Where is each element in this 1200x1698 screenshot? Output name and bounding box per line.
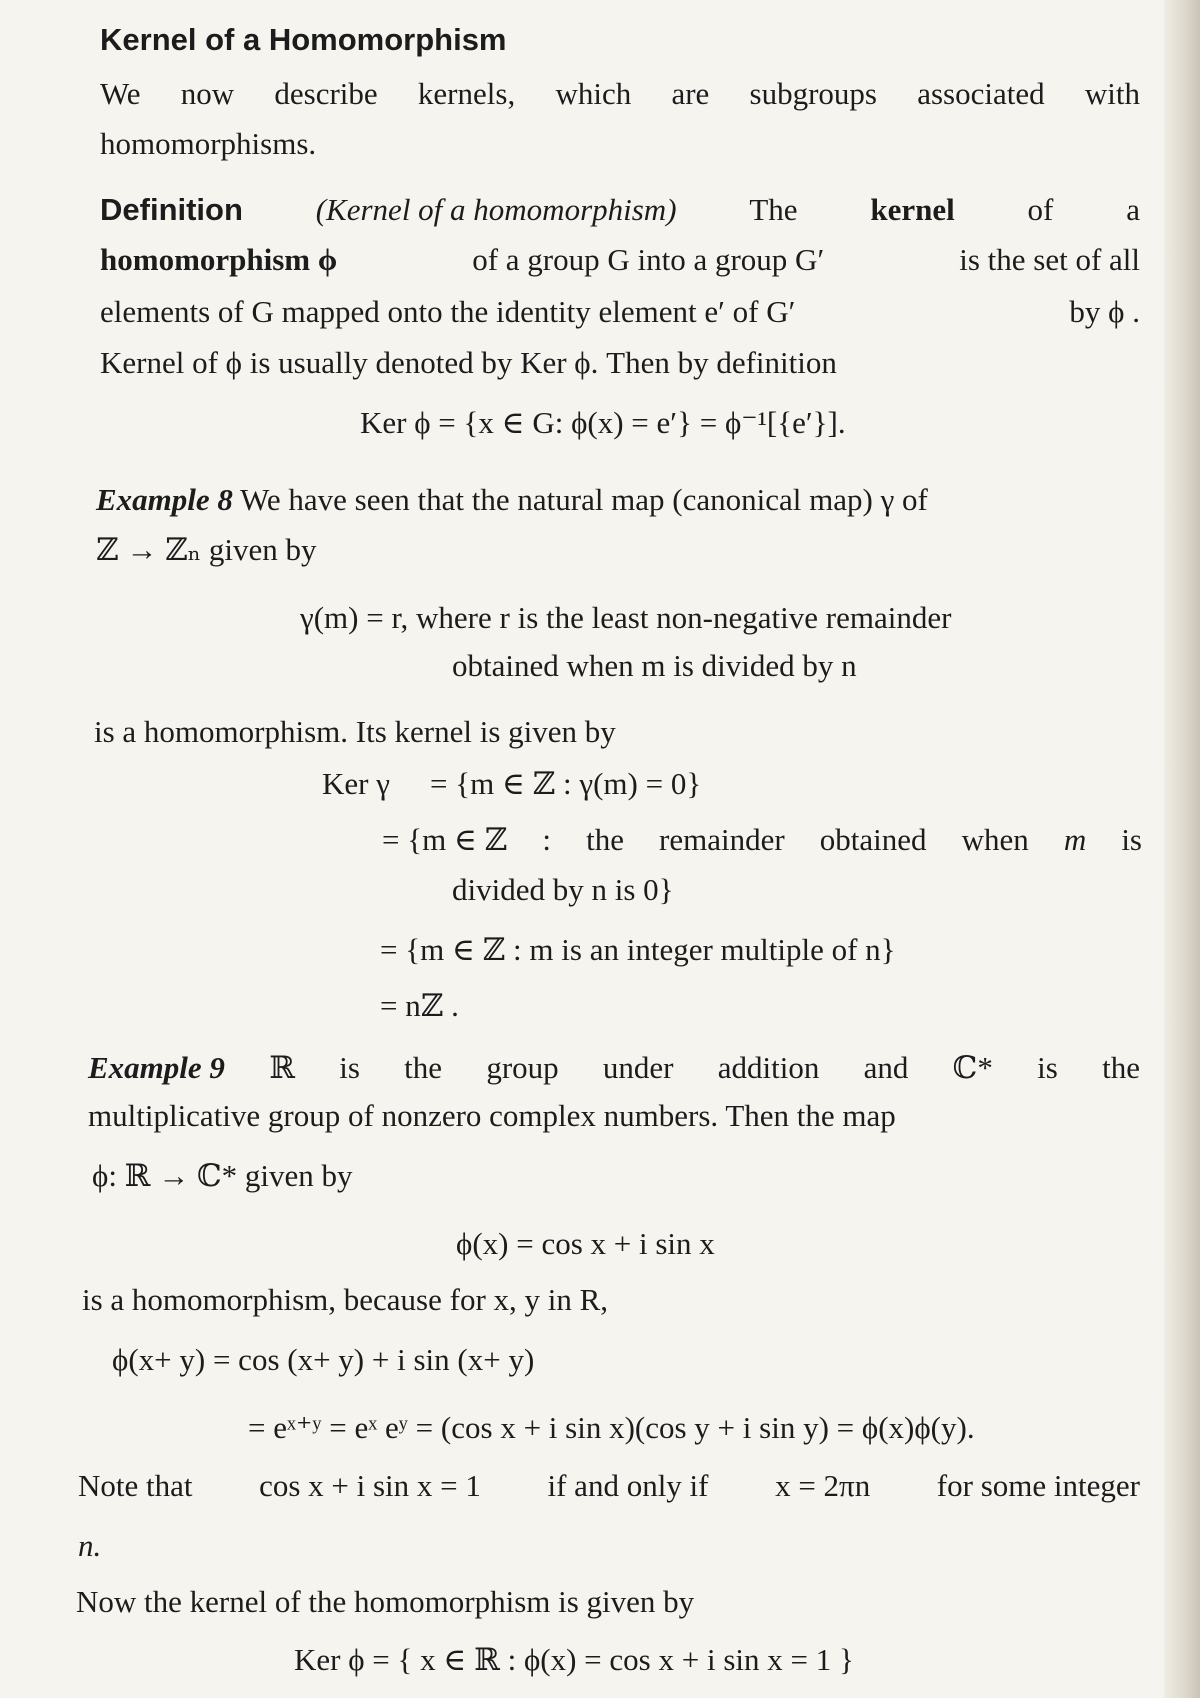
word: obtained — [819, 822, 927, 857]
calc-line-1: ϕ(x+ y) = cos (x+ y) + i sin (x+ y) — [112, 1342, 535, 1377]
ker-gamma-step-1: = {m ∈ ℤ : γ(m) = 0} — [430, 766, 702, 801]
ker-gamma-step-3: = {m ∈ ℤ : m is an integer multiple of n} — [380, 932, 896, 967]
text: : — [542, 822, 552, 857]
phi-formula: ϕ(x) = cos x + i sin x — [456, 1226, 715, 1261]
text: Note that — [78, 1468, 193, 1503]
word: the — [404, 1050, 443, 1085]
example-8-line-2: ℤ → ℤₙ given by — [96, 532, 317, 567]
text: elements of G mapped onto the identity element e′ of G′ — [100, 294, 796, 329]
calc-line-2: = eˣ⁺ʸ = eˣ eʸ = (cos x + i sin x)(cos y + i sin y) = ϕ(x)ϕ(y). — [248, 1410, 975, 1445]
example-9-line-4: is a homomorphism, because for x, y in R, — [82, 1282, 609, 1317]
example-9-line-3: ϕ: ℝ → ℂ* given by — [92, 1158, 353, 1193]
word: are — [671, 76, 710, 111]
word: ℝ — [269, 1050, 295, 1085]
word: when — [961, 822, 1029, 857]
word: is — [1037, 1050, 1058, 1085]
example-9-line-2: multiplicative group of nonzero complex numbers. Then the map — [88, 1098, 896, 1133]
text: if and only if — [547, 1468, 709, 1503]
term-kernel: kernel — [870, 192, 955, 227]
word: remainder — [659, 822, 785, 857]
word: associated — [917, 76, 1045, 111]
ker-gamma-step-2b: divided by n is 0} — [452, 872, 674, 907]
ker-gamma-step-2 — [382, 820, 1142, 860]
example-9-label: Example 9 — [88, 1050, 225, 1085]
word: kernels, — [417, 76, 516, 111]
page-edge-shadow — [1164, 0, 1200, 1698]
text: We have seen that the natural map (canonical map) γ of — [240, 482, 928, 517]
text: by ϕ . — [1069, 294, 1140, 329]
text: is the set of all — [959, 242, 1140, 277]
word: is — [1121, 822, 1142, 857]
term-homomorphism: homomorphism ϕ — [100, 242, 338, 277]
word: is — [339, 1050, 360, 1085]
map-definition-line-1: γ(m) = r, where r is the least non-negative remainder — [300, 600, 952, 635]
word: m — [1063, 822, 1087, 857]
text: = {m ∈ ℤ — [382, 822, 508, 857]
map-definition-line-2: obtained when m is divided by n — [452, 648, 857, 683]
kernel-definition-formula: Ker ϕ = {x ∈ G: ϕ(x) = e′} = ϕ⁻¹[{e′}]. — [360, 405, 846, 440]
definition-line-2 — [100, 240, 1140, 280]
word: The — [749, 192, 798, 227]
word: group — [486, 1050, 559, 1085]
word: ℂ* — [952, 1050, 993, 1085]
note-line-end — [78, 1526, 101, 1566]
math: x = 2πn — [775, 1468, 871, 1503]
text: of a group G into a group G′ — [472, 242, 825, 277]
ker-gamma-label: Ker γ — [322, 766, 390, 801]
word: describe — [274, 76, 378, 111]
definition-line-3 — [100, 292, 1140, 332]
word: the — [1102, 1050, 1140, 1085]
ker-gamma-step-4: = nℤ . — [380, 988, 459, 1023]
ker-phi-formula: Ker ϕ = { x ∈ ℝ : ϕ(x) = cos x + i sin x = 1 } — [294, 1642, 854, 1677]
example-8-label: Example 8 — [96, 482, 233, 517]
definition-title: (Kernel of a homomorphism) — [315, 192, 677, 227]
word: which — [555, 76, 632, 111]
intro-line-2: homomorphisms. — [100, 126, 317, 161]
intro-line-1 — [100, 74, 1140, 114]
word: subgroups — [749, 76, 877, 111]
word: under — [602, 1050, 674, 1085]
kernel-intro-line: Now the kernel of the homomorphism is given by — [76, 1584, 695, 1619]
word: with — [1084, 76, 1140, 111]
text: n. — [78, 1528, 102, 1563]
text: for some integer — [936, 1468, 1140, 1503]
word: a — [1126, 192, 1140, 227]
section-heading: Kernel of a Homomorphism — [100, 22, 507, 57]
note-line — [78, 1466, 1140, 1506]
word: now — [180, 76, 235, 111]
word: the — [586, 822, 624, 857]
example-8-line-1 — [96, 480, 928, 520]
definition-label: Definition — [100, 192, 243, 227]
word: of — [1027, 192, 1054, 227]
math: cos x + i sin x = 1 — [259, 1468, 481, 1503]
word: and — [863, 1050, 909, 1085]
definition-line-4: Kernel of ϕ is usually denoted by Ker ϕ. Then by definition — [100, 345, 837, 380]
word: addition — [717, 1050, 820, 1085]
example-8-line-3: is a homomorphism. Its kernel is given by — [94, 714, 616, 749]
definition-line-1 — [100, 190, 1140, 230]
word: We — [100, 76, 141, 111]
example-9-line-1 — [88, 1048, 1140, 1088]
